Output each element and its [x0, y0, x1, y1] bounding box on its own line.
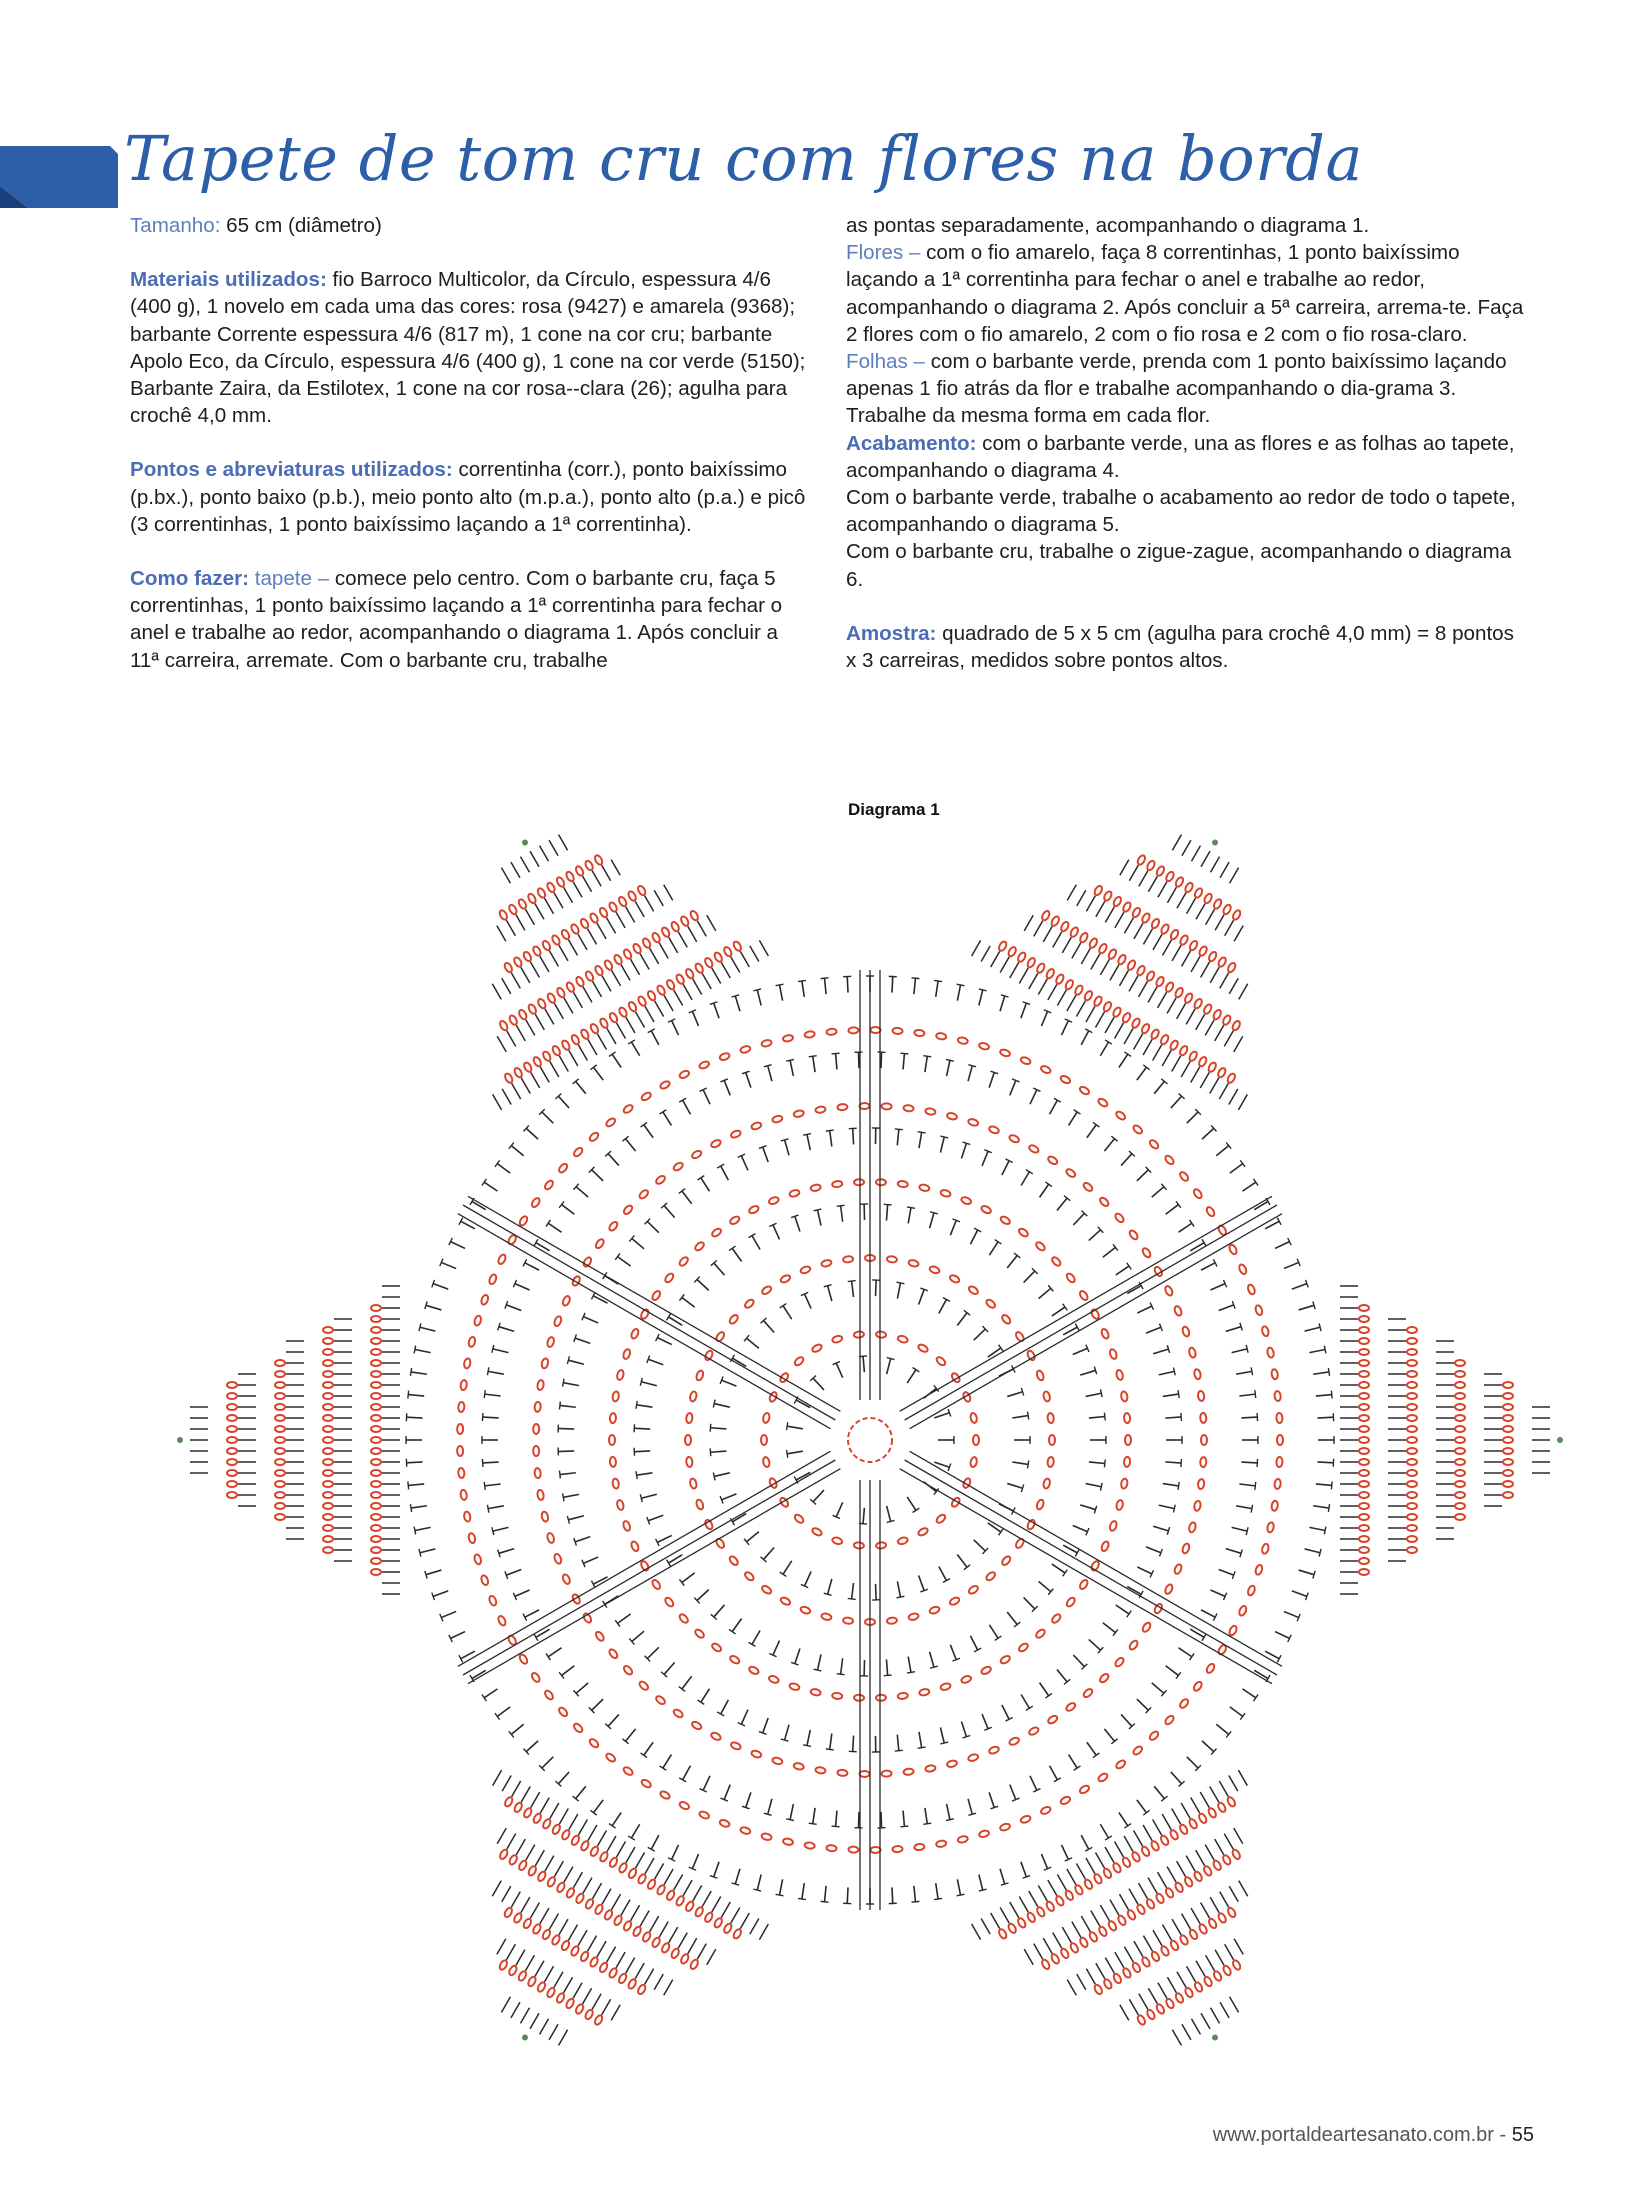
finish-text: com o barbante verde, una as flores e as folhas ao tapete, acompanhando o diagrama 4.: [846, 431, 1515, 482]
corner-tab-decoration: [0, 146, 118, 208]
continuation-text: as pontas separadamente, acompanhando o diagrama 1.: [846, 214, 1370, 237]
crochet-diagram-1: [130, 750, 1610, 2190]
sample-label: Amostra:: [846, 621, 937, 645]
diagram-symbols: [177, 835, 1563, 2046]
flowers-text: com o fio amarelo, faça 8 correntinhas, 1 ponto baixíssimo laçando a 1ª correntinha para fechar o anel e trabalhe ao redor, acompanhando o diagrama 2. Após concluir a 5ª carreira, arrema-te. Faça 2 flores com o fio amarelo, 2 com o fio rosa e 2 com o fio rosa-claro.: [846, 241, 1524, 346]
sample-text: quadrado de 5 x 5 cm (agulha para crochê 4,0 mm) = 8 pontos x 3 carreiras, medidos sobre pontos altos.: [846, 621, 1514, 673]
sample-paragraph: [846, 620, 1526, 674]
leaves-label: Folhas –: [846, 350, 925, 374]
howto-paragraph: [130, 565, 810, 674]
flowers-label: Flores –: [846, 241, 921, 265]
finish-label: Acabamento:: [846, 431, 977, 455]
howto-sublabel: tapete –: [249, 567, 330, 591]
finish-paragraph-2: Com o barbante verde, trabalhe o acabamento ao redor de todo o tapete, acompanhando o diagrama 5.: [846, 486, 1516, 537]
diagram-label: Diagrama 1: [848, 800, 940, 819]
howto-label: Como fazer:: [130, 567, 249, 591]
leaves-text: com o barbante verde, prenda com 1 ponto baixíssimo laçando apenas 1 fio atrás da flor e trabalhe acompanhando o dia-grama 3. Trabalhe da mesma forma em cada flor.: [846, 350, 1507, 428]
size-value: 65 cm (diâmetro): [220, 214, 382, 237]
flowers-paragraph: [846, 239, 1526, 348]
page-number: 55: [1511, 2124, 1534, 2146]
right-column: [846, 212, 1526, 701]
leaves-paragraph: [846, 348, 1526, 430]
howto-text: comece pelo centro. Com o barbante cru, faça 5 correntinhas, 1 ponto baixíssimo laçando a 1ª correntinha para fechar o anel e trabalhe ao redor, acompanhando o diagrama 1. Após concluir a 11ª carreira, arremate. Com o barbante cru, trabalhe: [130, 567, 783, 672]
materials-text: fio Barroco Multicolor, da Círculo, espessura 4/6 (400 g), 1 novelo em cada uma das cores: rosa (9427) e amarela (9368); barbante Corrente espessura 4/6 (817 m), 1 cone na cor cru; barbante Apolo Eco, da Círculo, espessura 4/6 (400 g), 1 cone na cor verde (5150); Barbante Zaira, da Estilotex, 1 cone na cor rosa-‑clara (26); agulha para crochê 4,0 mm.: [130, 268, 806, 428]
finish-paragraph-3: Com o barbante cru, trabalhe o zigue-zague, acompanhando o diagrama 6.: [846, 540, 1512, 591]
stitches-paragraph: [130, 456, 810, 538]
stitches-text: correntinha (corr.), ponto baixíssimo (p.bx.), ponto baixo (p.b.), meio ponto alto (m.p.a.), ponto alto (p.a.) e picô (3 correntinhas, 1 ponto baixíssimo laçando a 1ª correntinha).: [130, 458, 806, 536]
finish-paragraph: [846, 430, 1526, 484]
footer-url: www.portaldeartesanato.com.br: [1212, 2124, 1494, 2146]
footer-separator: -: [1493, 2124, 1512, 2146]
materials-label: Materiais utilizados:: [130, 268, 327, 292]
size-label: Tamanho:: [130, 214, 221, 237]
materials-paragraph: [130, 266, 810, 429]
left-column: [130, 212, 810, 701]
page-title: Tapete de tom cru com flores na borda: [124, 122, 1363, 195]
page-footer: [1213, 2124, 1534, 2147]
stitches-label: Pontos e abreviaturas utilizados:: [130, 458, 453, 482]
size-paragraph: [130, 212, 810, 239]
